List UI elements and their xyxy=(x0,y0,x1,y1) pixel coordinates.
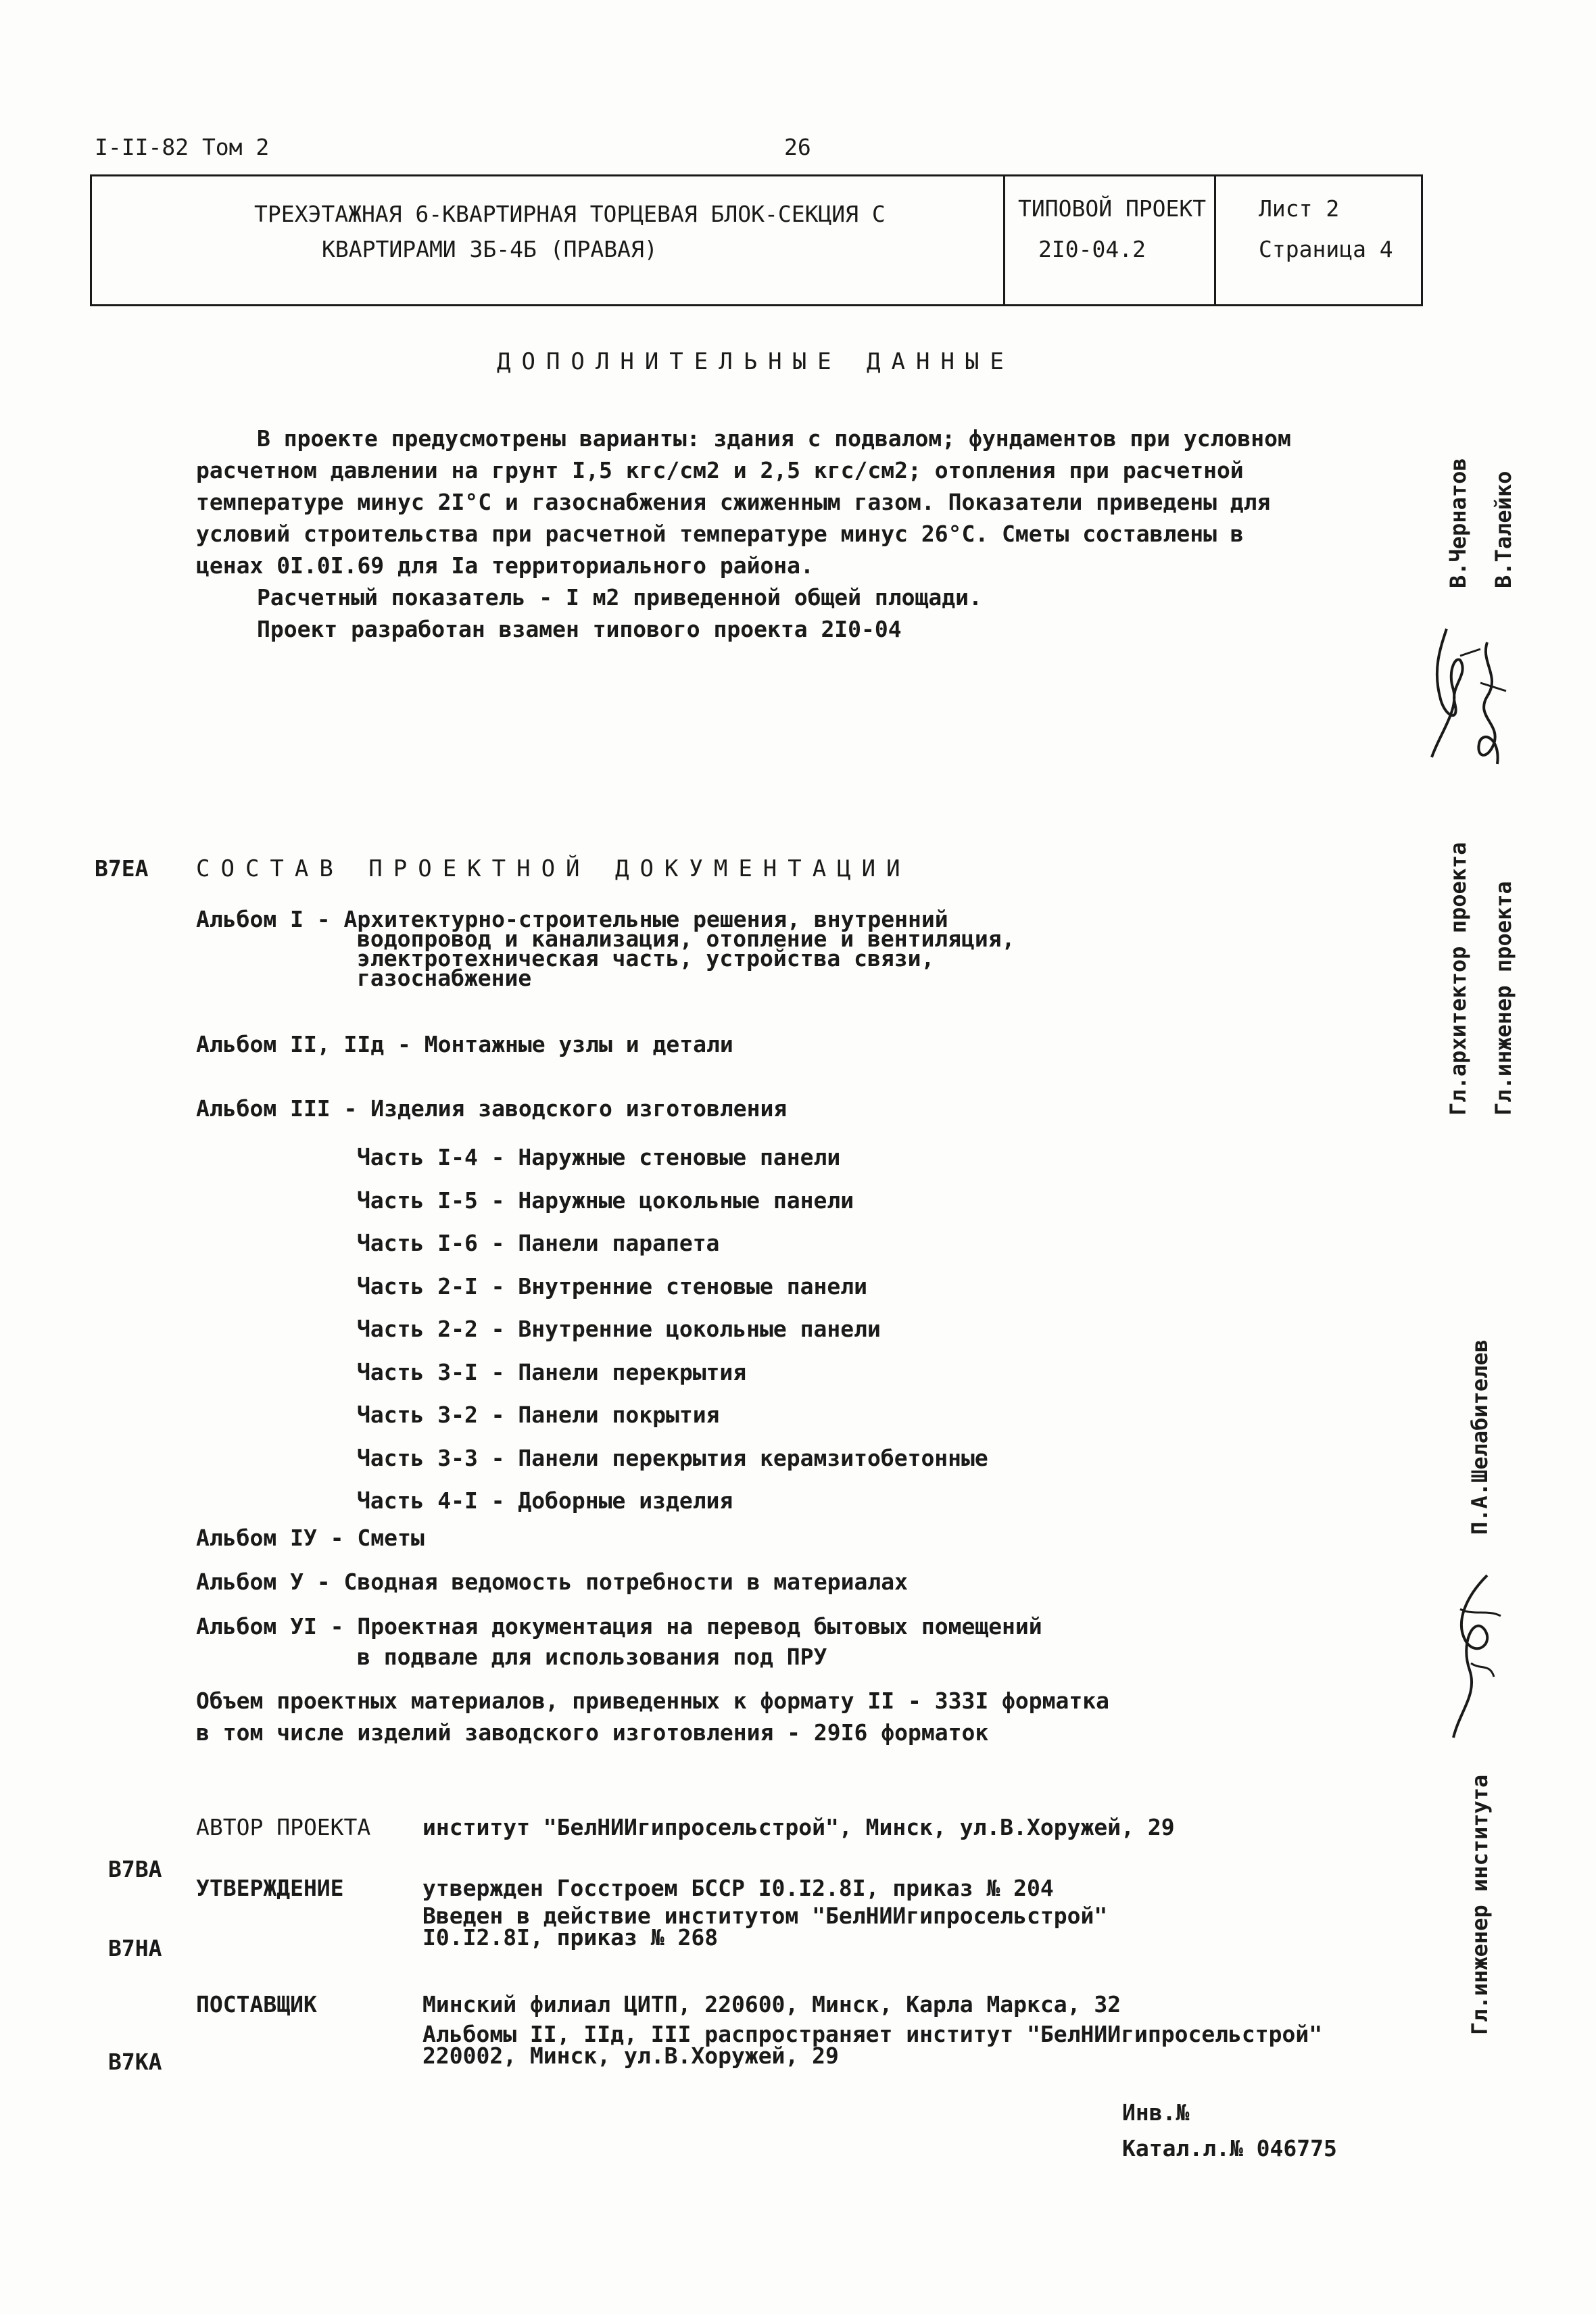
signer-role-2: Гл.инженер проекта xyxy=(1491,881,1516,1116)
sheet-number: Лист 2 xyxy=(1259,195,1340,222)
text-line: Расчетный показатель - I м2 приведенной общей площади. xyxy=(257,584,982,611)
project-number: 2I0-04.2 xyxy=(1038,236,1146,262)
album-1-line: электротехническая часть, устройства связи, xyxy=(357,945,935,972)
distribution-line: Альбомы II, IIд, III распространяет институт "БелНИИгипросельстрой" xyxy=(422,2021,1323,2047)
enacted-line: I0.I2.8I, приказ № 268 xyxy=(422,1924,719,1951)
album-1-line: водопровод и канализация, отопление и вентиляция, xyxy=(357,926,1015,952)
catalog-number: Катал.л.№ 046775 xyxy=(1122,2135,1337,2162)
document-reference: I-II-82 Том 2 xyxy=(95,134,270,160)
album-6-line: Альбом УI - Проектная документация на перевод бытовых помещений xyxy=(196,1613,1042,1640)
part-item: Часть 3-I - Панели перекрытия xyxy=(357,1358,747,1385)
additional-data-text xyxy=(196,423,1291,645)
part-item: Часть 3-2 - Панели покрытия xyxy=(357,1402,720,1428)
text-line: температуре минус 2I°С и газоснабжения сжиженным газом. Показатели приведены для xyxy=(196,489,1271,515)
title-block xyxy=(90,174,1423,306)
part-item: Часть 4-I - Доборные изделия xyxy=(357,1487,733,1514)
album-2: Альбом II, IIд - Монтажные узлы и детали xyxy=(196,1031,733,1057)
album-4: Альбом IУ - Сметы xyxy=(196,1525,425,1551)
part-item: Часть I-4 - Наружные стеновые панели xyxy=(357,1144,841,1170)
additional-data-heading: ДОПОЛНИТЕЛЬНЫЕ ДАННЫЕ xyxy=(497,348,1015,375)
part-item: Часть I-5 - Наружные цокольные панели xyxy=(357,1187,854,1214)
album-1-line: Альбом I - Архитектурно-строительные решения, внутренний xyxy=(196,906,948,932)
album-3-parts xyxy=(357,1136,988,1523)
volume-line: в том числе изделий заводского изготовления - 29I6 форматок xyxy=(196,1719,989,1746)
part-item: Часть 2-2 - Внутренние цокольные панели xyxy=(357,1316,881,1342)
text-line: Проект разработан взамен типового проекта 2I0-04 xyxy=(257,616,902,642)
page-number: 26 xyxy=(784,134,811,160)
distribution-line: 220002, Минск, ул.В.Хоружей, 29 xyxy=(422,2043,839,2069)
title-line-2: КВАРТИРАМИ 3Б-4Б (ПРАВАЯ) xyxy=(322,236,658,262)
title-block-divider xyxy=(1003,176,1005,304)
signer-name-2: В.Талейко xyxy=(1491,471,1516,588)
author-value: институт "БелНИИгипросельстрой", Минск, ул.В.Хоружей, 29 xyxy=(422,1814,1175,1840)
text-line: условий строительства при расчетной температуре минус 26°С. Сметы составлены в xyxy=(196,521,1244,547)
composition-heading: СОСТАВ ПРОЕКТНОЙ ДОКУМЕНТАЦИИ xyxy=(196,855,911,882)
inventory-number: Инв.№ xyxy=(1122,2099,1190,2126)
page-label: Страница 4 xyxy=(1259,236,1393,262)
enacted-line: Введен в действие институтом "БелНИИгипросельстрой" xyxy=(422,1903,1108,1929)
approval-label: УТВЕРЖДЕНИЕ xyxy=(196,1875,344,1901)
code-b7ka: В7КА xyxy=(108,2049,162,2075)
part-item: Часть 2-I - Внутренние стеновые панели xyxy=(357,1272,867,1299)
author-label: АВТОР ПРОЕКТА xyxy=(196,1814,371,1840)
part-item: Часть 3-3 - Панели перекрытия керамзитобетонные xyxy=(357,1444,988,1471)
text-line: ценах 0I.0I.69 для Iа территориального района. xyxy=(196,552,814,579)
project-label: ТИПОВОЙ ПРОЕКТ xyxy=(1018,195,1207,222)
code-b7va: В7ВА xyxy=(108,1856,162,1882)
signer-role-3: Гл.инженер института xyxy=(1467,1774,1493,2035)
text-line: расчетном давлении на грунт I,5 кгс/см2 и 2,5 кгс/см2; отопления при расчетной xyxy=(196,457,1244,483)
signer-name-1: В.Чернатов xyxy=(1445,458,1471,588)
distribution-info xyxy=(422,2021,1323,2069)
signature-3 xyxy=(1440,1569,1514,1744)
volume-line: Объем проектных материалов, приведенных к формату II - 333I форматка xyxy=(196,1688,1110,1714)
signature-2 xyxy=(1467,636,1521,771)
album-6-line: в подвале для использования под ПРУ xyxy=(357,1644,827,1670)
code-b7na: В7НА xyxy=(108,1935,162,1961)
album-3: Альбом III - Изделия заводского изготовления xyxy=(196,1095,788,1122)
album-6 xyxy=(196,1611,1042,1672)
signer-role-1: Гл.архитектор проекта xyxy=(1445,842,1471,1116)
signer-name-3: П.А.Шелабителев xyxy=(1467,1339,1493,1535)
part-item: Часть I-6 - Панели парапета xyxy=(357,1230,720,1256)
album-1 xyxy=(196,906,1015,991)
supplier-label: ПОСТАВЩИК xyxy=(196,1991,317,2018)
approval-value: утвержден Госстроем БССР I0.I2.8I, приказ № 204 xyxy=(422,1875,1054,1901)
text-line: В проекте предусмотрены варианты: здания с подвалом; фундаментов при условном xyxy=(257,425,1291,452)
album-5: Альбом У - Сводная ведомость потребности в материалах xyxy=(196,1569,908,1595)
title-line-1: ТРЕХЭТАЖНАЯ 6-КВАРТИРНАЯ ТОРЦЕВАЯ БЛОК-СЕКЦИЯ С xyxy=(254,201,886,227)
title-block-divider xyxy=(1214,176,1216,304)
supplier-value: Минский филиал ЦИТП, 220600, Минск, Карла Маркса, 32 xyxy=(422,1991,1121,2018)
album-1-line: газоснабжение xyxy=(357,965,532,991)
composition-code: В7ЕА xyxy=(95,855,149,882)
volume-summary xyxy=(196,1685,1109,1748)
enacted-info xyxy=(422,1905,1107,1949)
